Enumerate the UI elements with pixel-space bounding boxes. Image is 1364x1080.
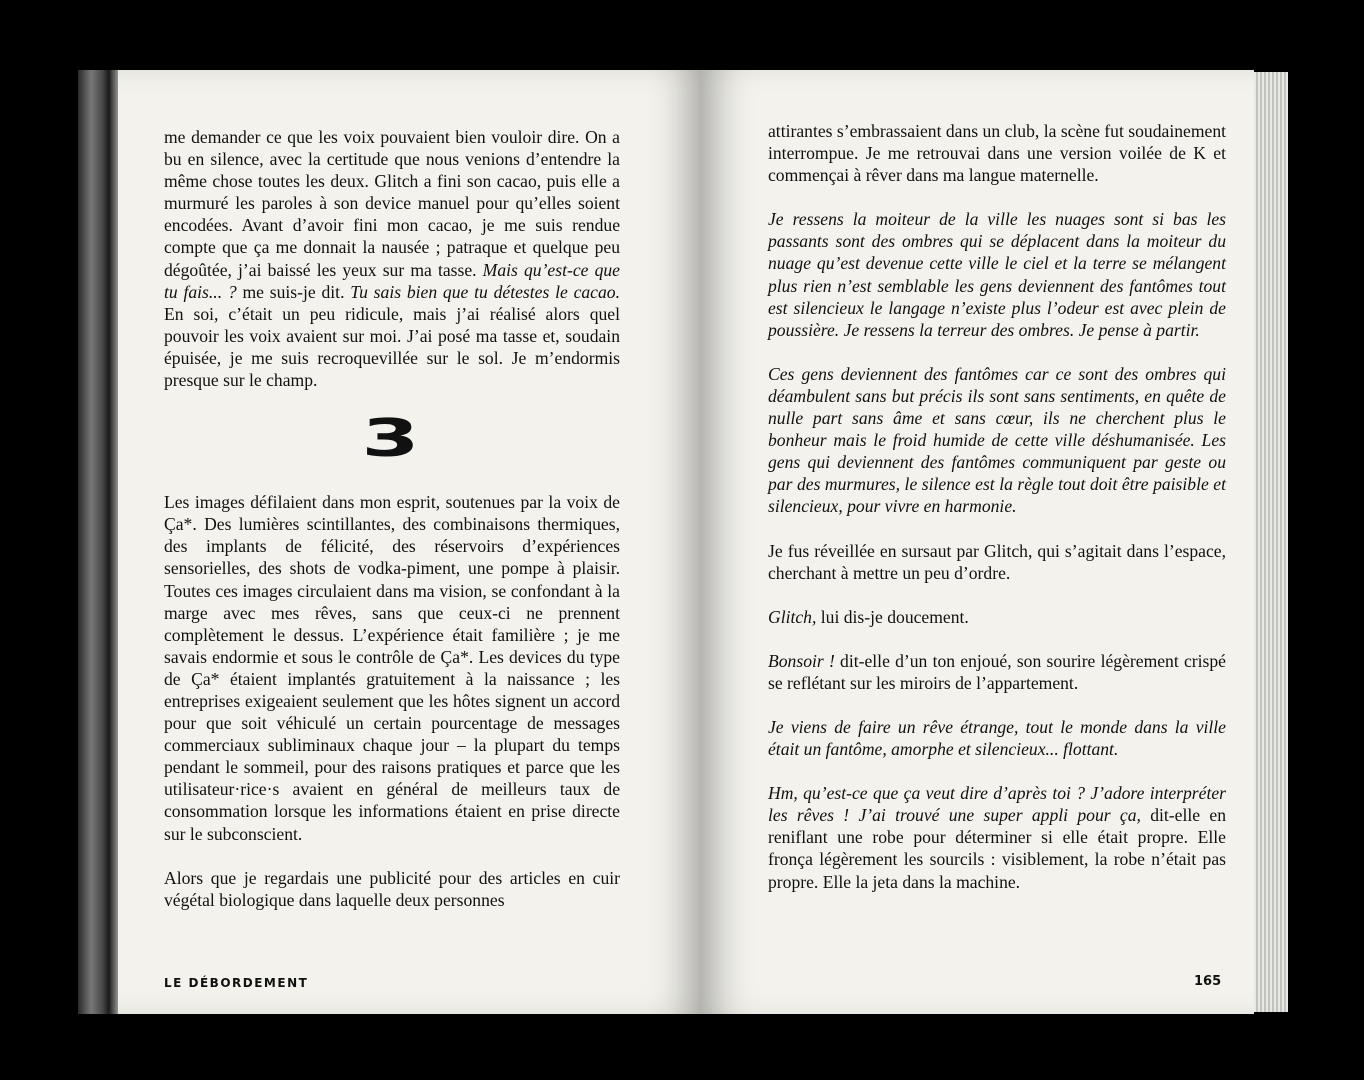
- right-page-text: [768, 120, 1226, 893]
- text-span: lui dis-je doucement.: [816, 606, 969, 627]
- right-paragraph-3: [768, 363, 1226, 518]
- text-span: dit-elle en reniflant une robe pour déterminer si elle était propre. Elle fronça légèrement les sourcils : visiblement, la robe n’était pas propre. Elle la jeta dans la machine.: [768, 805, 1226, 892]
- text-span: En soi, c’était un peu ridicule, mais j’ai réalisé alors quel pouvoir les voix avaient sur moi. J’ai posé ma tasse et, soudain épuisée, je me suis recroquevillée sur le sol. Je m’endormis presque sur le champ.: [164, 303, 620, 391]
- running-footer-title: LE DÉBORDEMENT: [164, 976, 309, 990]
- right-paragraph-8: [768, 782, 1226, 892]
- text-span: me demander ce que les voix pouvaient bien vouloir dire. On a bu en silence, avec la certitude que nous venions d’entendre la même chose toutes les deux. Glitch a fini son cacao, puis elle a murmuré les paroles à son device manuel pour qu’elles soient encodées. Avant d’avoir fini mon cacao, je me suis rendue compte que ça me donnait la nausée ; patraque et quelque peu dégoûtée, j’ai baissé les yeux sur ma tasse.: [164, 127, 620, 280]
- left-paragraph-2: Les images défilaient dans mon esprit, soutenues par la voix de Ça*. Des lumières scintillantes, des combinaisons thermiques, des implants de félicité, des réservoirs d’expériences sensorielles, des shots de vodka-piment, une pompe à plaisir. Toutes ces images circulaient dans ma vision, se confondant à la marge avec mes rêves, sans que ceux-ci ne prennent complètement le dessus. L’expérience était familière ; je me savais endormie et sous le contrôle de Ça*. Les devices du type de Ça* étaient implantés gratuitement à la naissance ; les entreprises exigeaient seulement que les hôtes signent un accord pour que soit véhiculé un certain pourcentage de messages commerciaux subliminaux chaque jour – la plupart du temps pendant le sommeil, pour des raisons pratiques et parce que les utilisateur·rice·s avaient en général de meilleurs taux de consommation lorsque les informations étaient en prise directe sur le subconscient.: [164, 492, 620, 844]
- italic-span: Hm, qu’est-ce que ça veut dire d’après toi ? J’adore interpréter les rêves ! J’ai trouvé une super appli pour ça,: [768, 783, 1226, 826]
- italic-span: Bonsoir !: [768, 650, 835, 671]
- italic-span: Je viens de faire un rêve étrange, tout le monde dans la ville était un fantôme, amorphe et silencieux... flottant.: [768, 716, 1226, 760]
- italic-span: Je ressens la moiteur de la ville les nuages sont si bas les passants sont des ombres qui se déplacent dans la moiteur du nuage qu’est devenue cette ville le ciel et la terre se mélangent plus rien n’est semblable les gens deviennent des fantômes tout est silencieux le langage n’existe plus l’odeur est avec plein de poussière. Je ressens la terreur des ombres. Je pense à partir.: [768, 209, 1226, 340]
- right-paragraph-7: [768, 716, 1226, 760]
- right-paragraph-4: Je fus réveillée en sursaut par Glitch, qui s’agitait dans l’espace, cherchant à mettre un peu d’ordre.: [768, 540, 1226, 583]
- right-paragraph-5: [768, 606, 1226, 628]
- open-book: [78, 70, 1288, 1014]
- italic-span: Mais qu’est-ce que tu fais... ?: [164, 259, 620, 302]
- chapter-number: 3: [361, 409, 423, 470]
- text-span: me suis-je dit.: [236, 281, 351, 302]
- text-span: dit-elle d’un ton enjoué, son sourire légèrement crispé se reflétant sur les miroirs de l’appartement.: [768, 650, 1226, 693]
- left-paragraph-1: [164, 126, 620, 391]
- italic-span: Tu sais bien que tu détestes le cacao.: [350, 281, 620, 302]
- page-edges: [1254, 72, 1288, 1012]
- italic-span: Glitch,: [768, 606, 817, 627]
- italic-span: Ces gens deviennent des fantômes car ce sont des ombres qui déambulent sans but précis ils sont sans sentiments, en quête de nulle part sans âme et sans cœur, ils ne cherchent plus le bonheur mais le froid humide de cette ville déshumanisée. Les gens qui deviennent des fantômes communiquent par geste ou par des murmures, le silence est la règle tout doit être paisible et silencieux, pour vivre en harmonie.: [768, 363, 1226, 517]
- book-spine-edge: [78, 70, 122, 1014]
- left-page-text: [164, 126, 620, 911]
- right-paragraph-1: attirantes s’embrassaient dans un club, la scène fut soudainement interrompue. Je me retrouvai dans une version voilée de K et commençai à rêver dans ma langue maternelle.: [768, 121, 1226, 186]
- page-number: 165: [1194, 974, 1222, 989]
- right-paragraph-2: [768, 208, 1226, 341]
- right-paragraph-6: [768, 650, 1226, 694]
- left-paragraph-3: Alors que je regardais une publicité pour des articles en cuir végétal biologique dans laquelle deux personnes: [164, 867, 620, 910]
